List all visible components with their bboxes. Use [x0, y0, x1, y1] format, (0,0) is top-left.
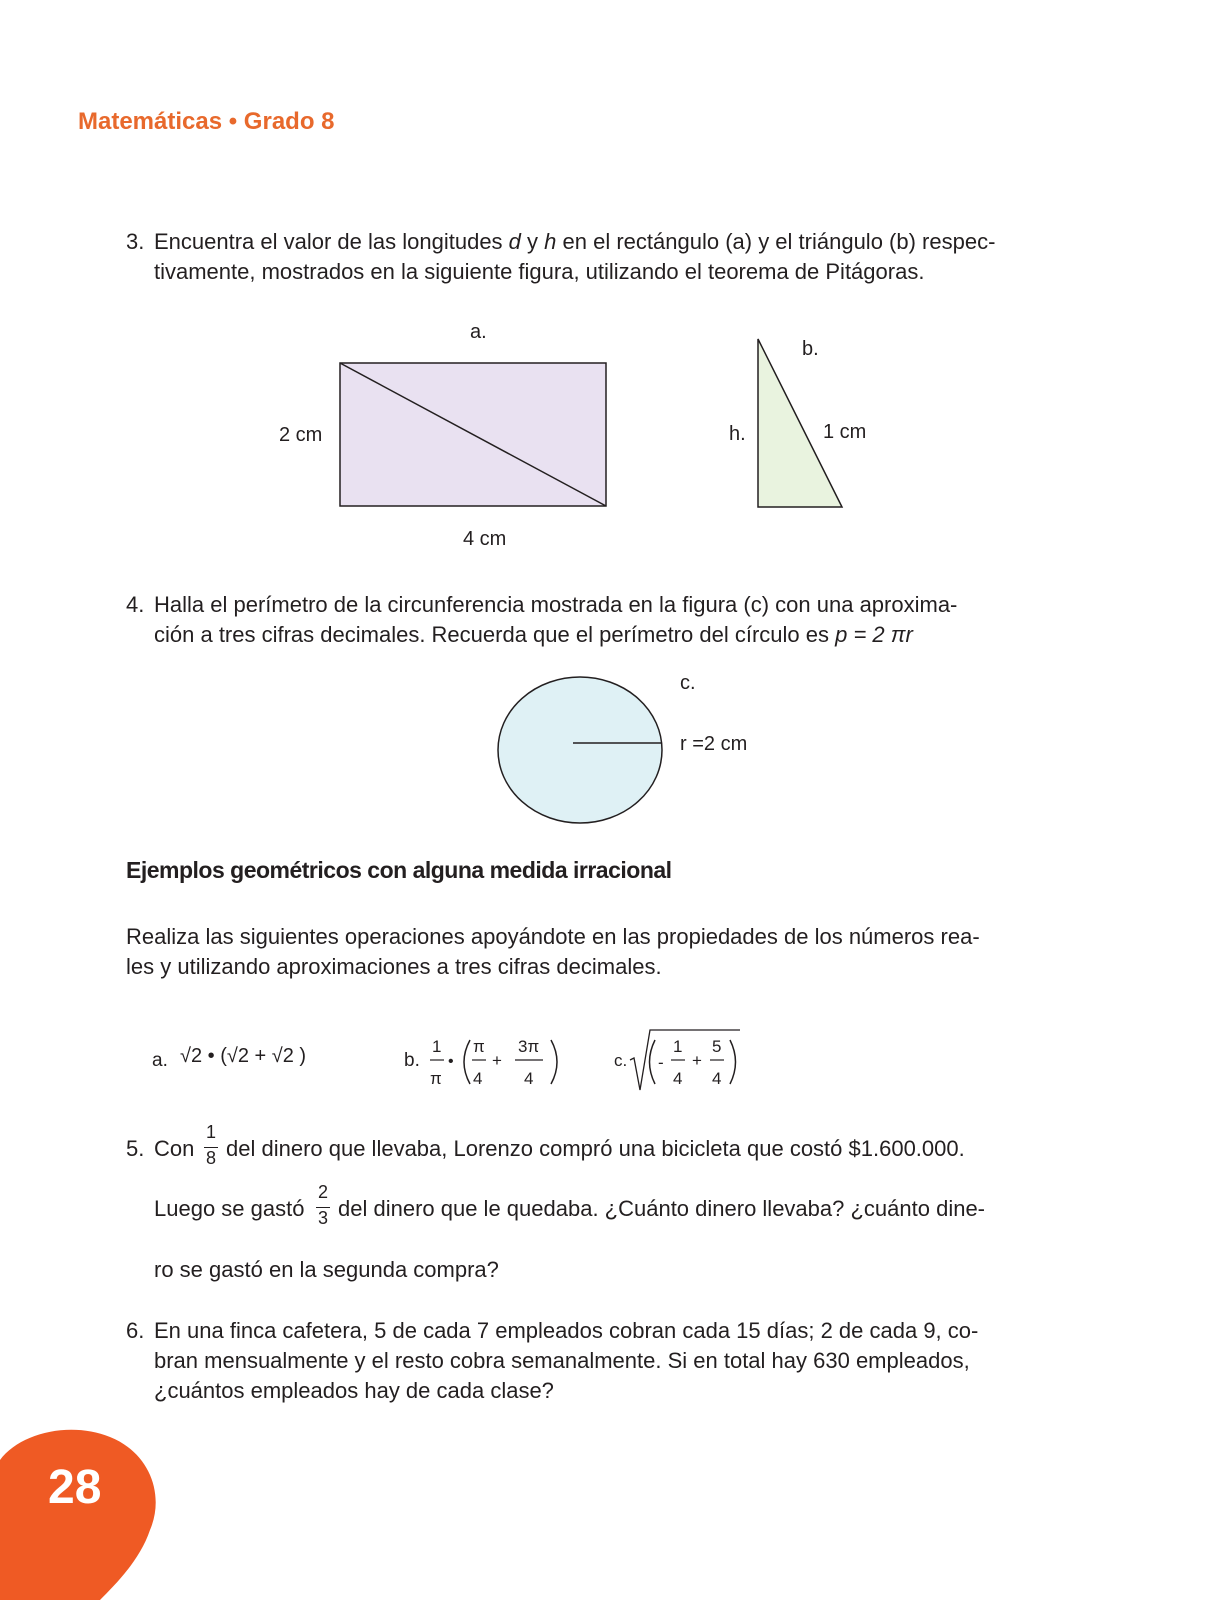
exercise-b-denominator-3: 4: [524, 1069, 534, 1088]
right-paren: [551, 1040, 557, 1084]
section-title: Ejemplos geométricos con alguna medida irracional: [126, 857, 672, 883]
question-text: En una finca cafetera, 5 de cada 7 empleados cobran cada 15 días; 2 de cada 9, co-: [154, 1318, 979, 1343]
question-text: Encuentra el valor de las longitudes: [154, 229, 509, 254]
question-6: [126, 1316, 1026, 1406]
figure-b-label: b.: [802, 338, 819, 360]
question-text: del dinero que le quedaba. ¿Cuánto dinero llevaba? ¿cuánto dine-: [338, 1196, 986, 1221]
question-text: ro se gastó en la segunda compra?: [154, 1257, 499, 1282]
question-number: 3.: [126, 229, 145, 254]
figure-a-label: a.: [470, 321, 487, 343]
question-number: 6.: [126, 1318, 145, 1343]
exercise-c-denominator-2: 4: [712, 1069, 722, 1088]
exercise-c-plus: +: [692, 1051, 702, 1070]
exercise-a-label: a.: [152, 1050, 168, 1071]
figure-b-triangle: [720, 325, 890, 520]
question-text: en el rectángulo (a) y el triángulo (b) respec-: [556, 229, 996, 254]
question-number: 4.: [126, 592, 145, 617]
exercise-b-denominator-1: π: [430, 1069, 442, 1088]
fraction-2-denominator: 3: [317, 1208, 328, 1228]
exercise-b-numerator-3: 3π: [518, 1037, 540, 1056]
rectangle-side-label: 2 cm: [279, 424, 323, 446]
triangle-hypotenuse-label: 1 cm: [823, 421, 867, 443]
exercise-c-numerator-2: 5: [712, 1037, 722, 1056]
fraction-2-numerator: 2: [317, 1182, 328, 1202]
section-intro: [126, 922, 1026, 982]
circle-radius-label: r =2 cm: [680, 733, 748, 755]
question-text: del dinero que llevaba, Lorenzo compró una bicicleta que costó $1.600.000.: [226, 1136, 965, 1161]
exercise-c-minus: -: [658, 1053, 664, 1072]
question-3: [126, 227, 1026, 287]
question-text: Halla el perímetro de la circunferencia mostrada en la figura (c) con una aproxima-: [154, 592, 958, 617]
left-paren: [464, 1040, 470, 1084]
intro-text: Realiza las siguientes operaciones apoyándote en las propiedades de los números rea-: [126, 924, 980, 949]
figure-c-label: c.: [680, 672, 696, 694]
question-text: Con: [154, 1136, 195, 1161]
fraction-1-numerator: 1: [205, 1122, 216, 1142]
intro-text: les y utilizando aproximaciones a tres cifras decimales.: [126, 954, 662, 979]
question-text: ción a tres cifras decimales. Recuerda que el perímetro del círculo es: [154, 622, 836, 647]
exercise-b-numerator-1: 1: [432, 1037, 442, 1056]
question-text: Luego se gastó: [154, 1196, 305, 1221]
question-4: [126, 590, 1026, 650]
triangle-height-label: h.: [729, 423, 746, 445]
figure-a-rectangle: [260, 310, 640, 560]
exercise-expressions: [140, 1018, 760, 1098]
exercise-a-expression: √2 • (√2 + √2 ): [180, 1045, 307, 1067]
question-number: 5.: [126, 1136, 145, 1161]
fraction-1-denominator: 8: [205, 1148, 216, 1168]
exercise-b-plus: +: [492, 1051, 502, 1070]
circle-shape: [498, 677, 662, 823]
exercise-c-denominator-1: 4: [673, 1069, 683, 1088]
perimeter-formula: p = 2 πr: [835, 622, 913, 647]
question-text: bran mensualmente y el resto cobra semanalmente. Si en total hay 630 empleados,: [154, 1348, 970, 1373]
variable-d: d: [508, 229, 521, 254]
rectangle-bottom-label: 4 cm: [463, 528, 507, 550]
exercise-c-label: c.: [614, 1051, 628, 1070]
exercise-c-numerator-1: 1: [673, 1037, 683, 1056]
variable-h: h: [544, 229, 557, 254]
question-text: y: [520, 229, 545, 254]
exercise-b-dot: •: [448, 1053, 454, 1070]
page-header-title: Matemáticas • Grado 8: [78, 108, 335, 135]
exercise-b-numerator-2: π: [473, 1037, 485, 1056]
question-text: tivamente, mostrados en la siguiente figura, utilizando el teorema de Pitágoras.: [154, 259, 925, 284]
page-number: 28: [48, 1461, 102, 1514]
question-text: ¿cuántos empleados hay de cada clase?: [154, 1378, 554, 1403]
figure-c-circle: [490, 665, 780, 835]
exercise-b-label: b.: [404, 1050, 420, 1071]
exercise-b-denominator-2: 4: [473, 1069, 483, 1088]
